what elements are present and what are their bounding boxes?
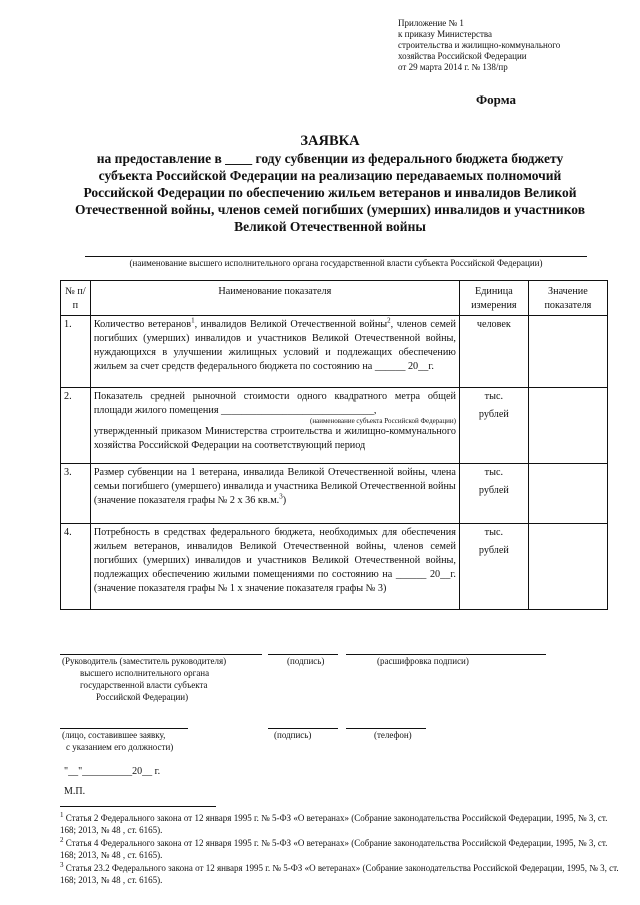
title-line: Великой Отечественной войны (234, 219, 426, 234)
signature-line[interactable] (268, 728, 338, 729)
row-text-part: утвержденный приказом Министерства строительства и жилищно-коммунального хозяйства Российской Федерации на соответствующий период (93, 426, 456, 451)
footnote-ref: 2 (387, 316, 391, 325)
footnote-divider (60, 806, 216, 807)
unit-line: рублей (478, 409, 509, 420)
header-name: Наименование показателя (90, 281, 459, 316)
footnote-ref: 1 (191, 316, 195, 325)
appendix-line: от 29 марта 2014 г. № 138/пр (398, 62, 508, 72)
table-row (61, 316, 608, 388)
compiler-caption: с указанием его должности) (66, 742, 174, 752)
title-line: на предоставление в ____ году субвенции из федерального бюджета бюджету (96, 151, 564, 166)
unit-line: рублей (478, 545, 509, 556)
footnote-text: Статья 2 Федерального закона от 12 января 1995 г. № 5-ФЗ «О ветеранах» (Собрание законодательства Российской Федерации, 1995, № 3, ст. 168; 2013, № 48 , ст. 6165). (60, 813, 608, 835)
head-position-caption: высшего исполнительного органа (80, 668, 210, 678)
appendix-line: строительства и жилищно-коммунального (398, 40, 561, 50)
row-text-part: Количество ветеранов (93, 319, 192, 330)
signature-caption: (подпись) (274, 730, 312, 740)
subject-name-field[interactable] (85, 256, 587, 257)
title-line: субъекта Российской Федерации на реализацию передаваемых полномочий (98, 168, 562, 183)
footnote-text: Статья 23.2 Федерального закона от 12 января 1995 г. № 5-ФЗ «О ветеранах» (Собрание законодательства Российской Федерации, 1995, № 3, ст. 168; 2013, № 48 , ст. 6165). (60, 863, 619, 885)
footnote-marker: 1 (60, 811, 64, 819)
unit-line: тыс. (484, 527, 504, 538)
appendix-line: хозяйства Российской Федерации (398, 51, 527, 61)
row-text-part: (значение показателя графы № 2 х 36 кв.м. (93, 495, 280, 506)
row-text-part: Показатель средней рыночной стоимости одного квадратного метра общей площади жилого помещения ______________________________, (93, 391, 456, 416)
footnote (60, 812, 620, 836)
row-text-part: Размер субвенции на 1 ветерана, инвалида Великой Отечественной войны, члена семьи погибшего (умершего) инвалида и участника Великой Отечественной войны (93, 467, 456, 492)
row-field-caption: (наименование субъекта Российской Федерации) (310, 417, 456, 425)
footnotes (60, 812, 620, 887)
row-unit (459, 524, 528, 610)
compiler-line[interactable] (60, 728, 188, 729)
row-unit (459, 388, 528, 464)
footnote (60, 837, 620, 861)
row-value-cell[interactable] (528, 524, 607, 610)
subject-name-caption: (наименование высшего исполнительного органа государственной власти субъекта Российской Федерации) (129, 258, 543, 268)
appendix-line: Приложение № 1 (398, 18, 464, 28)
footnote-text: Статья 4 Федерального закона от 12 января 1995 г. № 5-ФЗ «О ветеранах» (Собрание законодательства Российской Федерации, 1995, № 3, ст. 168; 2013, № 48 , ст. 6165). (60, 838, 608, 860)
head-position-caption: государственной власти субъекта (80, 680, 208, 690)
row-text-part: , членов семей погибших (умерших) инвалидов и участников Великой Отечественной войны, нуждающихся в улучшении жилищных условий и подлежащих обеспечению жильем за счет средств федерального бюджета по состоянию на ______ 20__г. (93, 319, 456, 372)
row-value-cell[interactable] (528, 316, 607, 388)
form-label: Форма (476, 92, 516, 107)
compiler-caption: (лицо, составившее заявку, (62, 730, 166, 740)
signature-caption: (подпись) (287, 656, 325, 666)
appendix-line: к приказу Министерства (398, 29, 493, 39)
footnote (60, 862, 620, 886)
title-line: Российской Федерации по обеспечению жильем ветеранов и инвалидов Великой (83, 185, 577, 200)
footnote-ref: 3 (279, 492, 283, 501)
stamp-place: М.П. (64, 786, 86, 797)
signature-decode-line[interactable] (346, 654, 546, 655)
unit-line: тыс. (484, 391, 504, 402)
row-unit: человек (459, 316, 528, 388)
document-title (60, 133, 600, 235)
unit-line: рублей (478, 485, 509, 496)
row-text-part: , инвалидов Великой Отечественной войны (194, 319, 388, 330)
row-value-cell[interactable] (528, 388, 607, 464)
phone-line[interactable] (346, 728, 426, 729)
date-field[interactable]: "__"__________20__ г. (64, 766, 161, 777)
head-position-caption: Российской Федерации) (96, 692, 189, 702)
row-num: 3. (61, 464, 91, 524)
row-unit (459, 464, 528, 524)
row-text (90, 464, 459, 524)
appendix-block (398, 18, 630, 73)
row-num: 4. (61, 524, 91, 610)
indicators-table (60, 280, 608, 610)
row-value-cell[interactable] (528, 464, 607, 524)
row-num: 2. (61, 388, 91, 464)
row-text (90, 316, 459, 388)
title-head: ЗАЯВКА (300, 133, 360, 149)
table-header-row (61, 281, 608, 316)
head-signature-line[interactable] (60, 654, 262, 655)
unit-line: тыс. (484, 467, 504, 478)
head-position-caption: (Руководитель (заместитель руководителя) (62, 656, 227, 666)
table-row (61, 524, 608, 610)
footnote-marker: 2 (60, 836, 64, 844)
signature-line[interactable] (268, 654, 338, 655)
header-num: № п/п (61, 281, 91, 316)
table-row (61, 464, 608, 524)
header-value: Значение показателя (528, 281, 607, 316)
footnote-marker: 3 (60, 861, 64, 869)
row-text (90, 388, 459, 464)
phone-caption: (телефон) (374, 730, 412, 740)
row-text-part: ) (282, 495, 287, 506)
title-line: Отечественной войны, членов семей погибших (умерших) инвалидов и участников (74, 202, 586, 217)
signature-decode-caption: (расшифровка подписи) (377, 656, 469, 666)
row-num: 1. (61, 316, 91, 388)
table-row (61, 388, 608, 464)
row-text: Потребность в средствах федерального бюджета, необходимых для обеспечения жильем ветеранов, инвалидов Великой Отечественной войны, членов семей погибших (умерших) инвалидов и участников Великой Отечественной войны, подлежащих обеспечению жилыми помещениями по состоянию на ______ 20__г. (значение показателя графы № 1 х значение показателя графы № 3) (90, 524, 459, 610)
header-unit: Единица измерения (459, 281, 528, 316)
